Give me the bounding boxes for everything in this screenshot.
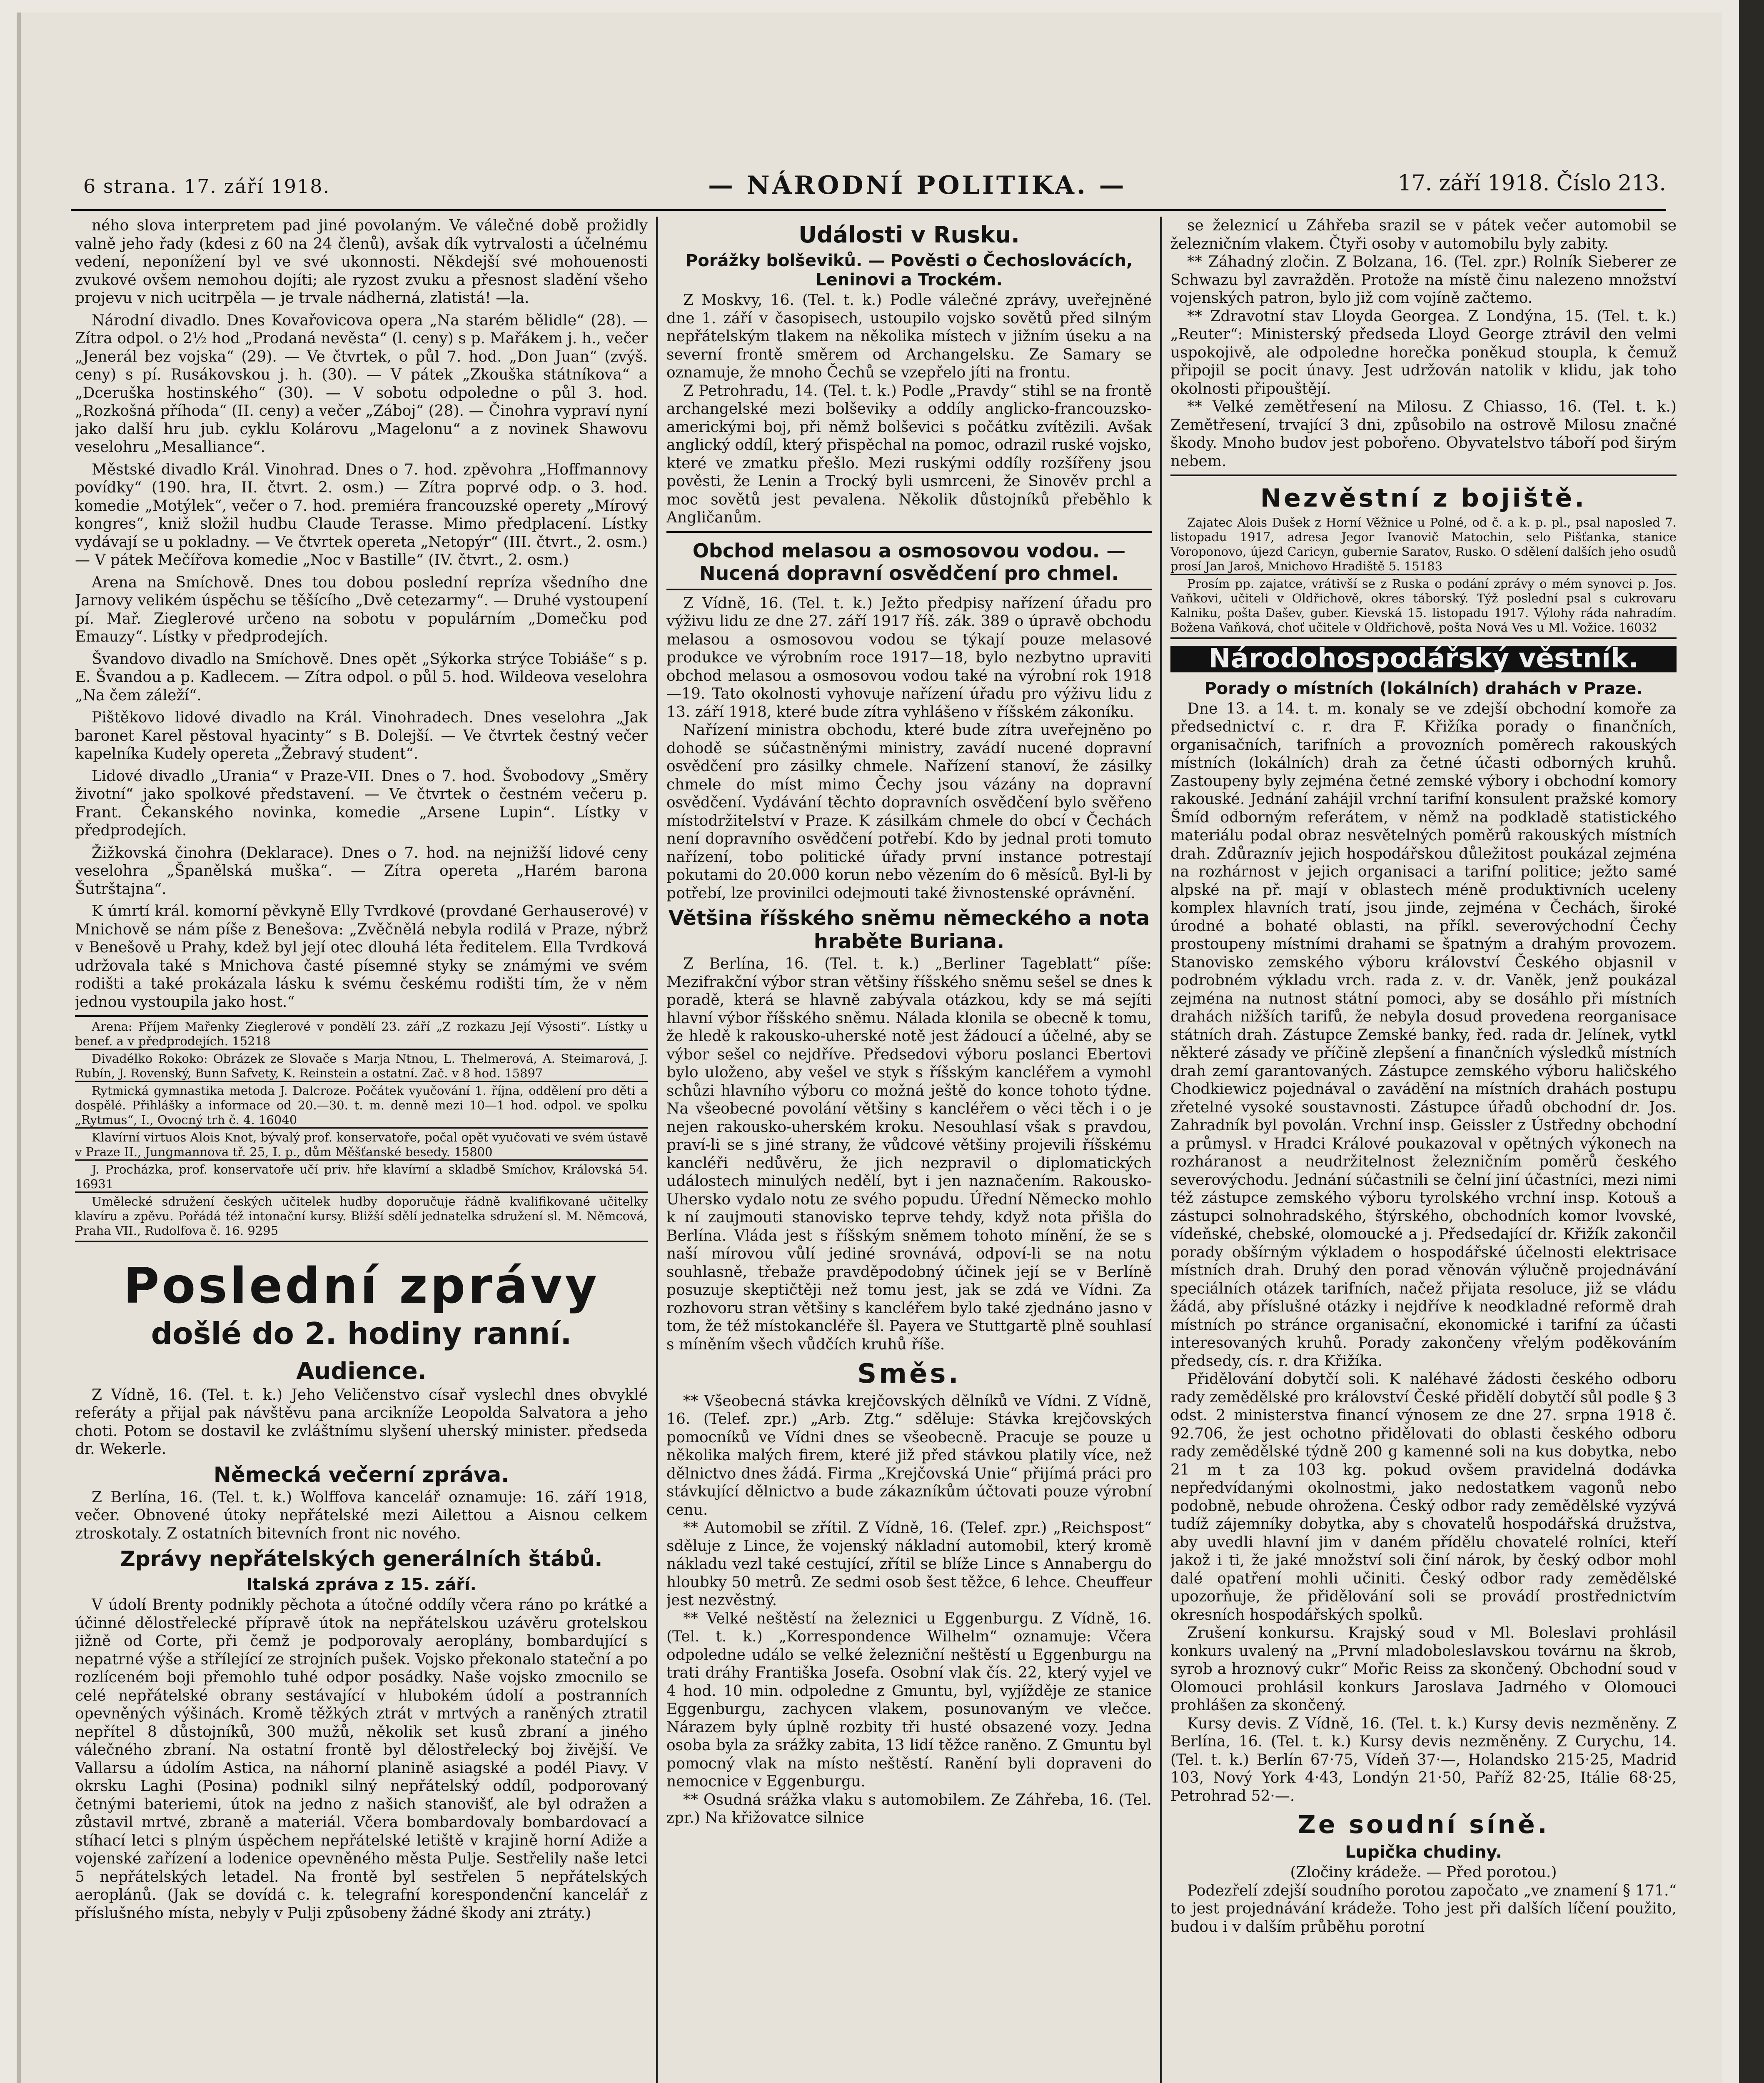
italian-report-text: V údolí Brenty podnikly pěchota a útočné oddíly včera ráno po krátké a účinné dělostřelecké přípravě útok na nepřátelskou uzávěru grotelskou jižně od Corte, při čemž je podporovaly aeroplány, bombardující s nepatrné výše a střílející ze strojních pušek. Vojsko překonalo stateční a po rozlíceném boji přemohlo tuhé odpor posádky. Naše vojsko zmocnilo se celé nepřátelské obrany sestávající v hlubokém údolí a postranních opevněných výšinách. Kromě těžkých ztrát v mrtvých a raněných ztratil nepřítel 8 důstojníků, 300 mužů, několik set kusů zbraní a jiného válečného zbraní. Na ostatní frontě byl dělostřelecký boj živější. Ve Vallarsu a údolím Astica, na náhorní planině asiagské a podél Piavy. V okrsku Laghi (Posina) podnikl silný nepřátelský oddíl, podporovaný četnými bateriemi, útok na jedno z našich stanovišť, ale byl odražen a zůstavil mrtvé, zbraně a materiál. Včera bombardovaly bombardovací a stíhací letci s plným úspěchem nepřátelské letiště v krajině horní Adiže a vojenské zařízení a lodenice opevněného města Pulje. Sestřelily naše letci 5 nepřátelských letadel. Na frontě byl sestřelen 5 nepřátelských aeroplánů. (Jak se dovídá c. k. telegrafní korespondenční kancelář z příslušného místa, nebyly v Pulji způsobeny žádné škody ani ztráty.) — [75, 1596, 648, 1922]
moscow-report: Z Moskvy, 16. (Tel. t. k.) Podle válečné zprávy, uveřejněné dne 1. září v časopisech, ustoupilo vojsko sovětů před silným nepřátelským tlakem na několika místech v jižním úseku a na severní frontě směrem od Archangelsku. Ze Samary se oznamuje, že mnoho Čechů se vzepřelo jíti na frontu. — [666, 292, 1152, 382]
header-issue-number: 17. září 1918. Číslo 213. — [1397, 171, 1666, 196]
local-railways-text: Dne 13. a 14. t. m. konaly se ve zdejší obchodní komoře za předsednictví c. r. dra F. Křižíka porady o finančních, organisačních, tarifních a provozních poměrech rakouských místních (lokálních) drah za četné účasti odborných kruhů. Zastoupeny byly zejména četné zemské výbory i obchodní komory rakouské. Jednání zahájil vrchní tarifní konsulent pražské komory Šmíd odborným referátem, v němž na podkladě statistického materiálu podal obraz nesvětelných poměrů rakouských místních drah. Zdůraznív jejich hospodářskou důležitost poukázal zejména na rozhárnost v jejich organisaci a tarifní politice; ježto samé alpské na př. mají v oblastech méně produktivních uceleny komplex hlavních tratí, jsou jinde, zejména v Čechách, široké úrodné a bohaté oblasti, na příkl. severovýchodní Čechy prostoupeny místními drahami se špatným a drahým provozem. Stanovisko zemského výboru království Českého objasnil v podrobném výkladu vrch. rada z. v. dr. Vaněk, jenž poukázal zejména na nutnost státní pomoci, aby se dosáhlo při místních drahách nižších tarifů, že nebyla dosud provedena reorganisace státních drah. Zástupce Zemské banky, řed. rada dr. Jelínek, vytkl některé zásady ve příčině zlepšení a finančních výsledků místních drah zemí garantovaných. Zástupce zemského výboru haličského Chodkiewicz pojednával o zavádění na místních drahách postupu zřetelné vysoké soustavnosti. Zástupce úřadů obchodní dr. Jos. Zahradník byl povolán. Vrchní insp. Geissler z Ústředny obchodní a průmysl. v Hradci Králové poukazoval v opětných výkonech na rozháranost a neudržitelnost železničním poměrů českého severovýchodu. Jednání súčastnili se čelní jiní účastníci, mezi nimi též zástupce zemského výboru tyrolského vrchní insp. Kotouš a zástupci solnohradského, štýrského, obchodních komor lvovské, vídeňské, chebské, olomoucké a j. Předsedající dr. Křižík zakončil porady obšírným výkladem o hospodářské účelnosti elektrisace místních drah. Druhý den porad věnován výlučně projednávání speciálních otázek tarifních, načež přijata resoluce, již se vládu žádá, aby příslušné otázky i nejdříve k neodkladné reformě drah místních po stránce organisační, ekonomické i tarifní za účasti interesovaných kruhů. Porady zakončeny vřelým poděkováním předsedy, cís. r. dra Křižíka. — [1170, 700, 1677, 1370]
urania-theatre-listing: Lidové divadlo „Urania“ v Praze-VII. Dnes o 7. hod. Švobodovy „Směry životní“ jako spolkové představení. — Ve čtvrtek o čestném večeru p. Frant. Čekanského novinka, komedie „Arsene Lupin“. Lístky v předprodejích. — [75, 767, 648, 839]
economy-heading: Národohospodářský věstník. — [1170, 646, 1677, 672]
pistek-theatre-listing: Pištěkovo lidové divadlo na Král. Vinohradech. Dnes veselohra „Jak baronet Karel pěstoval hyacinty“ s B. Dolejší. — Ve čtvrtek čestný večer kapelníka Kudely opereta „Žebravý student“. — [75, 709, 648, 762]
scanner-edge — [1739, 0, 1764, 2083]
lloyd-george-text: ** Zdravotní stav Lloyda Georgea. Z Londýna, 15. (Tel. t. k.) „Reuter“: Ministerský předseda Lloyd George ztrávil den velmi uspokojivě, ale odpoledne horečka poněkud stoupla, k čemuž připojil se pocit únavy. Jest udržován natolik v klidu, jak toho okolnosti připouštějí. — [1170, 307, 1677, 397]
ad-piano-virtuoso: Klavírní virtuos Alois Knot, bývalý prof. konservatoře, počal opět vyučovati ve svém ústavě v Praze II., Jungmannova tř. 25, I. p., dům Měšťanské besedy. 15800 — [75, 1127, 648, 1159]
ad-music-teachers: Umělecké sdružení českých učitelek hudby doporučuje řádně kvalifikované učitelky klavíru a zpěvu. Pořádá též intonační kursy. Bližší sdělí jednatelka sdružení sl. M. Němcová, Praha VII., Rudolfova č. 16. 9295 — [75, 1191, 648, 1238]
eggenburg-accident-text: ** Velké neštěstí na železnici u Eggenburgu. Z Vídně, 16. (Tel. t. k.) „Korrespondence Wilhelm“ oznamuje: Včera odpoledne událo se velké železniční neštěstí u Eggenburgu na trati dráhy Františka Josefa. Osobní vlak čís. 22, který vyjel ve 4 hod. 10 min. odpoledne z Gmuntu, byl, vyjížděje ze stanice Eggenburgu, zachycen vlakem, posunovaným ve vlečce. Nárazem byly úplně rozbity tři husté obsazené vozy. Jedna osoba byla za srážky zabita, 13 lidí těžce raněno. Z Gmuntu byl pomocný vlak na místo neštěstí. Ranění byli dopraveni do nemocnice v Eggenburgu. — [666, 1610, 1152, 1791]
court-subheading-2: (Zločiny krádeže. — Před porotou.) — [1290, 1864, 1557, 1881]
italian-report-heading: Italská zpráva z 15. září. — [246, 1575, 477, 1595]
exchange-rates-text: Kursy devis. Z Vídně, 16. (Tel. t. k.) Kursy devis nezměněny. Z Berlína, 16. (Tel. t. k.) Kursy devis nezměněny. Z Curychu, 14. (Tel. t. k.) Berlín 67·75, Vídeň 37·—, Holandsko 215·25, Madrid 103, Nový York 4·43, Londýn 21·50, Paříž 82·25, Itálie 68·25, Petrohrad 52·—. — [1170, 1715, 1677, 1805]
petrograd-report: Z Petrohradu, 14. (Tel. t. k.) Podle „Pravdy“ stihl se na frontě archangelské mezi bolševiky a oddíly anglicko-francouzsko-americkými boj, při němž bolševici s počátku zvítězili. Avšak anglický oddíl, který přispěchal na pomoc, odrazil ruské vojsko, které ve zmatku přešlo. Mezi ruskými oddíly rozšířeny jsou pověsti, že Lenin a Trocký byli usmrceni, že Sinověv prchl a moc sovětů jest pevalena. Několik důstojníků přeběhlo k Angličanům. — [666, 382, 1152, 527]
molasses-heading-box — [666, 531, 1152, 590]
missing-soldiers-heading: Nezvěstní z bojiště. — [1260, 484, 1587, 513]
tailor-strike-text: ** Všeobecná stávka krejčovských dělníků ve Vídni. Z Vídně, 16. (Telef. zpr.) „Arb. Ztg.“ sděluje: Stávka krejčovských pomocníků ve Vídni dnes se všeobecně. Pracuje se pouze u několika malých firem, které již před stávkou platily více, než dělnictvo dnes žádá. Firma „Krejčovská Unie“ přijímá práci pro stávkující dělnictvo a bude zákazníkům účtovati pouze výrobní cenu. — [666, 1392, 1152, 1519]
audience-heading: Audience. — [296, 1357, 427, 1385]
column-1 — [75, 217, 648, 2083]
latest-news-title: Poslední zprávy — [123, 1257, 600, 1314]
header-page-date: 6 strana. 17. září 1918. — [83, 175, 330, 197]
missing-notice-2: Prosím pp. zajatce, vrátivší se z Ruska o podání zprávy o mém synovci p. Jos. Vaňkovi, učiteli v Oldřichově, okres táborský. Týž poslední psal s cukrovaru Kalniku, pošta Dašev, guber. Kievská 15. listopadu 1917. Výlohy ráda nahradím. Božena Vaňková, choť učitele v Oldřichově, pošta Nová Ves u Ml. Vožice. 16032 — [1170, 574, 1677, 635]
reichstag-text: Z Berlína, 16. (Tel. t. k.) „Berliner Tageblatt“ píše: Mezifrakční výbor stran většiny říšského sněmu sešel se dnes k poradě, která se hlavně zabývala otázkou, kdy se má sejíti hlavní výbor říšského sněmu. Nálada klonila se obecně k tomu, že hledě k rakousko-uherské notě jest žádoucí a účelné, aby se výbor sešel co nejdříve. Předsedovi výboru poslanci Ebertovi bylo uloženo, aby vešel ve styk s říšským kancléřem a vymohl schůzi hlavního výboru co možná ještě do konce tohoto týdne. Na všeobecné povolání většiny s kancléřem o věci těch i o je nejen rakousko-uherském kroku. Nesouhlasí však s pravdou, praví-li se s jiné strany, že vůdcové většiny projevili říšskému kancléři nedůvěru, že jich nezpravil o diplomatických událostech minulých nedělí, byt i jen naznačením. Rakousko-Uhersko vydalo notu ze svého popudu. Úřední Německo mohlo k ní zaujmouti stanovisko teprve tehdy, když nota přišla do Berlína. Vláda jest s říšským sněmem tohoto mínění, že se s naší mírovou vůlí jediné srovnává, odpoví-li se na notu souhlasně, třebaže pravděpodobný účinek její se v Berlíně posuzuje skeptičtěji než tomu jest, jak se zdá ve Vídni. Za rozhovoru stran většiny s kancléřem bylo také zjednáno jasno v tom, že též místokancléře šl. Payera ve Stuttgartě plně souhlasí s míněním všech vůdčích kruhů říše. — [666, 955, 1152, 1353]
classified-ads — [75, 1015, 648, 1242]
cattle-salt-text: Přidělování dobytčí soli. K naléhavé žádosti českého odboru rady zemědělské pro království České přidělí dobytčí sůl podle § 3 odst. 2 ministerstva financí výnosem ze dne 27. srpna 1918 č. 92.706, že jest ochotno přidělovati do oblasti českého odboru rady zemědělské týdně 200 g kamenné soli na kus dobytka, nebo 21 m t za 103 kg. pokud ovšem pravidelná dodávka nepředvídanými okolnostmi, jako nedostatkem vagonů nebo podobně, nebude ohrožena. Český odbor rady zemědělské vyzývá tudíž zájemníky dobytka, aby s chovatelů hospodářská družstva, aby uvedli hlavní jim v daném přídělu chovatelé rolníci, kteří jakož i ti, že jaké množství soli činí nárok, by český odbor mohl dalé opatření mohli učiniti. Český odbor rady zemědělské upozorňuje, že přidělování soli se provádí prostřednictvím okresních hospodářských spolků. — [1170, 1371, 1677, 1623]
ad-rokoko: Divadélko Rokoko: Obrázek ze Slovače s Marja Ntnou, L. Thelmerová, A. Steimarová, J. Rubín, J. Rovenský, Bunn Safvety, K. Reinstein a ostatní. Zač. v 8 hod. 15897 — [75, 1049, 648, 1081]
automobile-crash-text: ** Automobil se zřítil. Z Vídně, 16. (Telef. zpr.) „Reichspost“ sděluje z Lince, že vojenský nákladní automobil, který kromě nákladu vezl také cestující, zřítil se blíže Lince s Annabergu do hloubky 50 metrů. Ze sedmi osob šest těžce, 6 lehce. Cheuffeur jest nezvěstný. — [666, 1519, 1152, 1609]
court-text: Podezřelí zdejší soudního porotou započato „ve znamení § 171.“ to jest projednávání krádeže. Toho jest při dalších líčení použito, budou i v dalším průběhu porotní — [1170, 1882, 1677, 1936]
missing-soldiers-box — [1170, 475, 1677, 639]
obituary-notice: K úmrtí král. komorní pěvkyně Elly Tvrdkové (provdané Gerhauserové) v Mnichově se nám píše z Benešova: „Zvěčnělá nebyla rodilá v Praze, nýbrž v Benešově u Prahy, kdež byl její otec dlouhá léta ředitelem. Ella Tvrdková udržovala také s Mnichova časté písemné styky se známými ve svém rodišti a také prokázala lásku k svému českému rodišti tím, že v něm jednou vystoupila jako host.“ — [75, 903, 648, 1011]
german-report-text: Z Berlína, 16. (Tel. t. k.) Wolffova kancelář oznamuje: 16. září 1918, večer. Obnovené útoky nepřátelské mezi Ailettou a Aisnou celkem ztroskotaly. Z ostatních bitevních front nic nového. — [75, 1489, 648, 1542]
russia-events-subheading: Porážky bolševiků. — Pověsti o Čechoslovácích, Leninovi a Trockém. — [685, 251, 1133, 290]
column-3 — [1170, 217, 1677, 2083]
bankruptcy-text: Zrušení konkursu. Krajský soud v Ml. Boleslavi prohlásil konkurs uvalený na „První mladoboleslavskou továrnu na škrob, syrob a hroznový cukr“ Mořic Reiss za skončený. Obchodní soud v Olomouci prohlásil konkurs Jaroslava Jadrného v Olomouci prohlášen za skončený. — [1170, 1624, 1677, 1714]
local-railways-heading: Porady o místních (lokálních) drahách v Praze. — [1204, 679, 1643, 698]
reichstag-heading: Většina říšského sněmu německého a nota hraběte Buriana. — [668, 907, 1150, 954]
ad-arena: Arena: Příjem Mařenky Zieglerové v pondělí 23. září „Z rozkazu Její Výsosti“. Lístky u benef. a v předprodejích. 15218 — [75, 1019, 648, 1048]
molasses-heading: Obchod melasou a osmosovou vodou. — Nucená dopravní osvědčení pro chmel. — [692, 539, 1126, 584]
header-rule — [71, 209, 1666, 211]
enemy-staff-heading: Zprávy nepřátelských generálních štábů. — [120, 1547, 603, 1571]
svanda-theatre-listing: Švandovo divadlo na Smíchově. Dnes opět „Sýkorka strýce Tobiáše“ s p. E. Švandou a p. Kadlecem. — Zítra odpol. o půl 5. hod. Wildeova veselohra „Na čem záleží“. — [75, 650, 648, 704]
audience-text: Z Vídně, 16. (Tel. t. k.) Jeho Veličenstvo císař vyslechl dnes obvyklé referáty a přijal pak návštěvu pana arcikníže Leopolda Salvatora a jeho choti. Potom se dostavil ke zvláštnímu slyšení uherský minister. předseda dr. Wekerle. — [75, 1386, 648, 1458]
column-divider-2 — [1160, 217, 1162, 2083]
hops-text: Nařízení ministra obchodu, které bude zítra uveřejněno po dohodě se súčastněnými ministry, zavádí nucené dopravní osvědčení pro zásilky chmele. Nařízení stanoví, že zásilky chmele do míst mimo Čechy jsou vázány na dopravní osvědčení. Vydávání těchto dopravních osvědčení bylo svěřeno místodržitelství v Praze. K zásilkám chmele do obcí v Čechách není dopravního osvědčení potřebí. Kdo by jednal proti tomuto nařízení, tobo politické úřady první instance potrestají pokutami do 20.000 korun nebo vězením do 6 měsíců. Byl-li by potřebí, lze provinilci odejmouti také živnostenské oprávnění. — [666, 722, 1152, 902]
milos-earthquake-text: ** Velké zemětřesení na Milosu. Z Chiasso, 16. (Tel. t. k.) Zemětřesení, trvající 3 dni, způsobilo na ostrově Milosu značné škody. Mnoho budov jest pobořeno. Obyvatelstvo táboří pod širým nebem. — [1170, 398, 1677, 470]
latest-news-subtitle: došlé do 2. hodiny ranní. — [151, 1316, 572, 1351]
train-collision-text: ** Osudná srážka vlaku s automobilem. Ze Záhřeba, 16. (Tel. zpr.) Na křižovatce silnice — [666, 1791, 1152, 1827]
missing-notice-1: Zajatec Alois Dušek z Horní Věžnice u Polné, od č. a k. p. pl., psal naposled 7. listopadu 1917, adresa Jegor Ivanovič Matochin, selo Pišťanka, stanice Voroponovo, újezd Caricyn, gubernie Saratov, Rusko. O sdělení dalších jeho osudů prosí Jan Jaroš, Mnichovo Hradiště 5. 15183 — [1170, 515, 1677, 573]
court-heading: Ze soudní síně. — [1297, 1810, 1549, 1839]
masthead-title: — NÁRODNÍ POLITIKA. — — [708, 171, 1127, 200]
german-report-heading: Německá večerní zpráva. — [213, 1462, 509, 1487]
russia-events-heading: Události v Rusku. — [798, 222, 1020, 248]
music-review-end: ného slova interpretem pad jiné povolaným. Ve válečné době prožidly valně jeho řady (kdesi z 60 na 24 členů), avšak dík vytrvalosti a účelnému vedení, neponížení byl ve své ukonnosti. Někdejší své mohouenosti zvukové ovšem nemohou dojíti; ale ryzost zvuku a přesnost sladění všeho projevu v nich ucitrpěla — je trvale nádherná, zlatistá! —la. — [75, 217, 648, 307]
court-subheading: Lupička chudiny. — [1345, 1843, 1502, 1862]
miscellany-heading: Směs. — [857, 1359, 961, 1390]
mysterious-crime-text: ** Záhadný zločin. Z Bolzana, 16. (Tel. zpr.) Rolník Sieberer ze Schwazu byl zavražděn. Protože na místě činu nalezeno množství vojenských patron, bylo již com vojíně začtemo. — [1170, 253, 1677, 307]
ad-rhythmic-gymnastics: Rytmická gymnastika metoda J. Dalcroze. Počátek vyučování 1. října, oddělení pro děti a dospělé. Přihlášky a informace od 20.—30. t. m. denně mezi 10—1 hod. odpol. ve spolku „Rytmus“, I., Ovocný trh č. 4. 16040 — [75, 1081, 648, 1127]
vinohrady-theatre-listing: Městské divadlo Král. Vinohrad. Dnes o 7. hod. zpěvohra „Hoffmannovy povídky“ (190. hra, II. čtvrt. 2. osm.) — Zítra poprvé odp. o 3. hod. komedie „Motýlek“, večer o 7. hod. premiéra francouzské operety „Mírový kongres“, kniž složil hudbu Claude Terasse. Mimo předplacení. Lístky vydávají se u pokladny. — Ve čtvrtek opereta „Netopýr“ (III. čtvrt., 2. osm.) — V pátek Mečířova komedie „Noc v Bastille“ (IV. čtvrt., 2. osm.) — [75, 461, 648, 569]
column-2 — [666, 217, 1152, 2083]
ad-prochazka: J. Procházka, prof. konservatoře učí priv. hře klavírní a skladbě Smíchov, Královská 54. 16931 — [75, 1159, 648, 1191]
page-header — [83, 162, 1666, 208]
zizkov-theatre-listing: Žižkovská činohra (Deklarace). Dnes o 7. hod. na nejnižší lidové ceny veselohra „Španělská muška“. — Zítra opereta „Harém barona Šutrštajna“. — [75, 844, 648, 898]
molasses-text: Z Vídně, 16. (Tel. t. k.) Ježto předpisy nařízení úřadu pro výživu lidu ze dne 27. září 1917 říš. zák. 389 o úpravě obchodu melasou a osmosovou vodou se týkají pouze melasové produkce ve výrobním roce 1917—18, bylo nezbytno upraviti obchod melasou a osmosovou vodou také na výrobní rok 1918—19. Tato okolnosti vyhovuje nařízení úřadu pro výživu lidu z 13. září 1918, které bude zítra vyhlášeno v říšském zákoníku. — [666, 594, 1152, 721]
smichov-arena-listing: Arena na Smíchově. Dnes tou dobou poslední repríza všedního dne Jarnovy velikém úspěchu se těšícího „Dvě cetezarmy“. — Druhé vystoupení pí. Mař. Zieglerové určeno na sobotu v populárním „Domečku pod Emauzy“. Lístky v předprodejích. — [75, 574, 648, 645]
column-divider-1 — [656, 217, 658, 2083]
zagreb-accident-end: se železnicí u Záhřeba srazil se v pátek večer automobil se železničním vlakem. Čtyři osoby v automobilu byly zabity. — [1170, 217, 1677, 252]
national-theatre-listing: Národní divadlo. Dnes Kovařovicova opera „Na starém bělidle“ (28). — Zítra odpol. o 2½ hod „Prodaná nevěsta“ (l. ceny) s p. Mařákem j. h., večer „Jenerál bez vojska“ (29). — Ve čtvrtek, o půl 7. hod. „Don Juan“ (zvýš. ceny) s pí. Rusákovskou j. h. (30). — V pátek „Zkouška státníkova“ a „Dceruška hostinského“ (30). — V sobotu odpoledne o půl 3. hod. „Rozkošná příhoda“ (II. ceny) a večer „Záboj“ (28). — Činohra vypraví nyní jako další hru jub. cyklu Kolárovu „Magelonu“ a z novinek Shawovu veselohru „Mesalliance“. — [75, 312, 648, 456]
